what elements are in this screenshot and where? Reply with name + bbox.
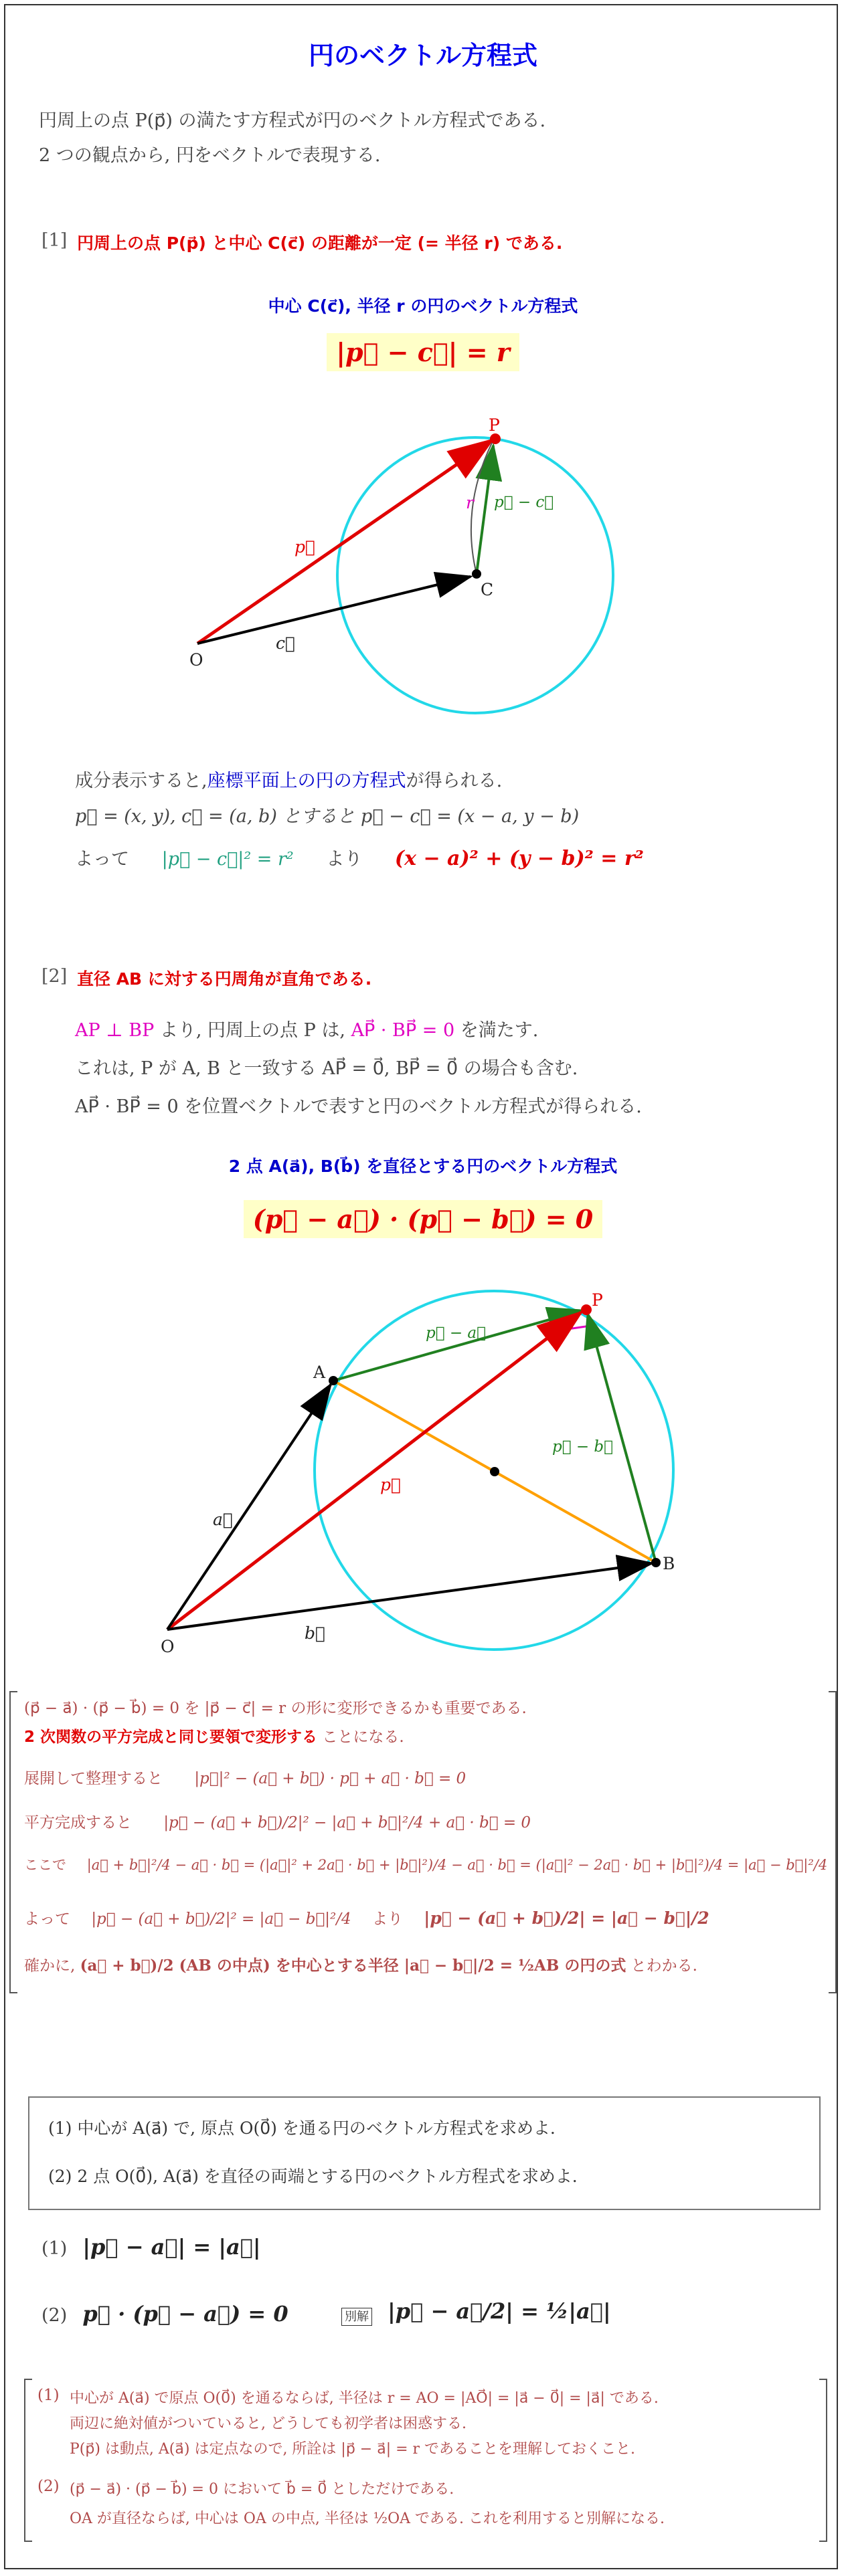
point-P-2 bbox=[581, 1304, 592, 1315]
page-title: 円のベクトル方程式 bbox=[308, 41, 537, 70]
component-line: p⃗ = (x, y), c⃗ = (a, b) とすると p⃗ − c⃗ = (x − a, y − b) bbox=[75, 806, 580, 827]
label-p-2: p⃗ bbox=[380, 1475, 402, 1494]
section2-line-1 bbox=[75, 1015, 538, 1042]
note-line-4 bbox=[24, 1810, 531, 1832]
vector-p-1 bbox=[197, 440, 492, 643]
label-P-2: P bbox=[592, 1290, 603, 1310]
problem-2: (2) 2 点 O(0⃗), A(a⃗) を直径の両端とする円のベクトル方程式を求めよ. bbox=[48, 2167, 578, 2186]
explain-bracket-left bbox=[24, 2379, 32, 2542]
explain-1-number: (1) bbox=[37, 2387, 60, 2404]
label-p-1: p⃗ bbox=[294, 537, 316, 557]
section2-line-1-text: より, 円周上の点 P は, bbox=[159, 1020, 345, 1041]
label-p-minus-b: p⃗ − b⃗ bbox=[552, 1438, 613, 1456]
note-line-6-yori: より bbox=[371, 1910, 403, 1928]
section2-line-1-end: を満たす. bbox=[460, 1020, 539, 1041]
point-A bbox=[329, 1376, 338, 1385]
note-line-5 bbox=[24, 1854, 827, 1874]
perpendicular-condition: AP ⊥ BP bbox=[75, 1020, 155, 1041]
note-line-2-highlight: 2 次関数の平方完成と同じ要領で変形する bbox=[24, 1728, 318, 1746]
note-squared-equation: |p⃗ − (a⃗ + b⃗)/2|² = |a⃗ − b⃗|²/4 bbox=[91, 1910, 351, 1928]
explain-1-line-3: P(p⃗) は動点, A(a⃗) は定点なので, 所詮は |p⃗ − a⃗| = r であることを理解しておくこと. bbox=[70, 2441, 636, 2458]
note-line-3-label: 展開して整理すると bbox=[24, 1770, 163, 1787]
vector-c-1 bbox=[197, 577, 471, 643]
component-intro bbox=[75, 766, 502, 792]
answer-2-equation: p⃗ · (p⃗ − a⃗) = 0 bbox=[82, 2301, 288, 2326]
label-B: B bbox=[663, 1554, 675, 1573]
explain-2-line-1: (p⃗ − a⃗) · (p⃗ − b⃗) = 0 において b⃗ = 0⃗ としただけである. bbox=[70, 2481, 454, 2498]
radius-arc bbox=[471, 443, 492, 574]
vector-p-minus-a bbox=[333, 1310, 582, 1381]
label-O-2: O bbox=[161, 1637, 175, 1656]
note-line-1: (p⃗ − a⃗) · (p⃗ − b⃗) = 0 を |p⃗ − c⃗| = r の形に変形できるかも重要である. bbox=[24, 1700, 527, 1717]
section1-number: [1] bbox=[41, 230, 68, 251]
note-line-2-end: ことになる. bbox=[322, 1728, 404, 1746]
center-point-2 bbox=[490, 1467, 499, 1476]
intro-line-1: 円周上の点 P(p⃗) の満たす方程式が円のベクトル方程式である. bbox=[39, 110, 546, 131]
explain-bracket-right bbox=[819, 2379, 827, 2542]
label-O-1: O bbox=[189, 650, 203, 670]
result-circle-equation: (x − a)² + (y − b)² = r² bbox=[394, 847, 644, 870]
answer-2-alt bbox=[341, 2298, 611, 2324]
answer-1 bbox=[41, 2234, 261, 2260]
note-simplification: |a⃗ + b⃗|²/4 − a⃗ · b⃗ = (|a⃗|² + 2a⃗ · b⃗ + |b⃗|²)/4 − a⃗ · b⃗ = (|a⃗|² − 2a⃗ · b⃗ + |b⃗|²)/4 = |a⃗ − b⃗|²/4 bbox=[86, 1857, 828, 1873]
section2-formula: (p⃗ − a⃗) · (p⃗ − b⃗) = 0 bbox=[244, 1200, 603, 1238]
intro-line-2: 2 つの観点から, 円をベクトルで表現する. bbox=[39, 145, 381, 166]
point-B bbox=[651, 1558, 661, 1567]
problem-box bbox=[28, 2096, 821, 2210]
label-c-1: c⃗ bbox=[276, 633, 296, 653]
note-line-6-label: よって bbox=[24, 1910, 70, 1928]
note-line-7-end: とわかる. bbox=[630, 1957, 697, 1975]
answer-1-equation: |p⃗ − a⃗| = |a⃗| bbox=[82, 2234, 261, 2260]
explain-2-number: (2) bbox=[37, 2478, 60, 2495]
alt-solution-label: 別解 bbox=[341, 2308, 372, 2326]
answer-1-number: (1) bbox=[41, 2238, 68, 2259]
alt-solution-equation: |p⃗ − a⃗/2| = ½|a⃗| bbox=[388, 2298, 611, 2324]
note-line-3 bbox=[24, 1766, 466, 1788]
section2-formula-box bbox=[0, 1204, 846, 1234]
label-P-1: P bbox=[489, 415, 500, 435]
label-p-minus-c-1: p⃗ − c⃗ bbox=[494, 494, 554, 511]
section1-heading: 円周上の点 P(p⃗) と中心 C(c⃗) の距離が一定 (= 半径 r) である. bbox=[77, 233, 563, 253]
label-r: r bbox=[466, 493, 474, 512]
result-label-yotte: よって bbox=[75, 849, 129, 870]
note-line-6 bbox=[24, 1906, 709, 1928]
section1-formula: |p⃗ − c⃗| = r bbox=[327, 333, 519, 371]
figure-diameter-circle bbox=[0, 1271, 846, 1666]
answer-2 bbox=[41, 2301, 288, 2326]
note-expanded-form: |p⃗|² − (a⃗ + b⃗) · p⃗ + a⃗ · b⃗ = 0 bbox=[194, 1770, 467, 1787]
component-intro-end: が得られる. bbox=[406, 771, 503, 791]
section2-line-3: AP⃗ · BP⃗ = 0 を位置ベクトルで表すと円のベクトル方程式が得られる. bbox=[75, 1096, 642, 1117]
note-line-5-label: ここで bbox=[24, 1857, 66, 1873]
explain-1-line-1: 中心が A(a⃗) で原点 O(0⃗) を通るならば, 半径は r = AO = |AO⃗| = |a⃗ − 0⃗| = |a⃗| である. bbox=[70, 2390, 659, 2407]
label-C-1: C bbox=[481, 580, 494, 599]
note-completed-square: |p⃗ − (a⃗ + b⃗)/2|² − |a⃗ + b⃗|²/4 + a⃗ · b⃗ = 0 bbox=[163, 1814, 531, 1831]
component-intro-text: 成分表示すると, bbox=[75, 771, 207, 791]
vector-p-minus-c-1 bbox=[477, 445, 493, 574]
label-a-2: a⃗ bbox=[213, 1510, 233, 1529]
point-P-1 bbox=[490, 433, 501, 444]
dot-product-condition: AP⃗ · BP⃗ = 0 bbox=[351, 1020, 455, 1041]
note-line-7 bbox=[24, 1953, 697, 1975]
note-line-7-label: 確かに, bbox=[24, 1957, 76, 1975]
note-line-2 bbox=[24, 1724, 404, 1747]
label-A: A bbox=[313, 1363, 326, 1382]
result-norm-squared: |p⃗ − c⃗|² = r² bbox=[161, 849, 294, 870]
vector-a-2 bbox=[167, 1385, 331, 1629]
note-bracket-left bbox=[9, 1691, 17, 1993]
note-bracket-right bbox=[829, 1691, 837, 1993]
result-label-yori: より bbox=[326, 849, 363, 870]
section2-subtitle: 2 点 A(a⃗), B(b⃗) を直径とする円のベクトル方程式 bbox=[228, 1157, 618, 1176]
section2-number: [2] bbox=[41, 966, 68, 987]
note-line-4-label: 平方完成すると bbox=[24, 1814, 132, 1831]
section1-subtitle: 中心 C(c⃗), 半径 r の円のベクトル方程式 bbox=[268, 296, 578, 316]
point-C-1 bbox=[472, 569, 481, 579]
figure-circle-center bbox=[0, 401, 846, 736]
section2-heading: 直径 AB に対する円周角が直角である. bbox=[77, 969, 372, 989]
note-conclusion: (a⃗ + b⃗)/2 (AB の中点) を中心とする半径 |a⃗ − b⃗|/2 = ½AB の円の式 bbox=[80, 1957, 626, 1975]
section1-formula-box bbox=[0, 337, 846, 367]
component-intro-highlight: 座標平面上の円の方程式 bbox=[207, 771, 406, 791]
note-final-equation: |p⃗ − (a⃗ + b⃗)/2| = |a⃗ − b⃗|/2 bbox=[424, 1908, 709, 1928]
answer-2-number: (2) bbox=[41, 2305, 68, 2326]
component-result bbox=[75, 844, 644, 870]
explain-1-line-2: 両辺に絶対値がついていると, どうしても初学者は困惑する. bbox=[70, 2415, 467, 2432]
problem-1: (1) 中心が A(a⃗) で, 原点 O(0⃗) を通る円のベクトル方程式を求めよ. bbox=[48, 2118, 556, 2138]
explain-2-line-2: OA が直径ならば, 中心は OA の中点, 半径は ½OA である. これを利用すると別解になる. bbox=[70, 2510, 665, 2527]
label-p-minus-a: p⃗ − a⃗ bbox=[426, 1324, 486, 1342]
label-b-2: b⃗ bbox=[305, 1623, 326, 1643]
section2-line-2: これは, P が A, B と一致する AP⃗ = 0⃗, BP⃗ = 0⃗ の場合も含む. bbox=[75, 1058, 578, 1079]
